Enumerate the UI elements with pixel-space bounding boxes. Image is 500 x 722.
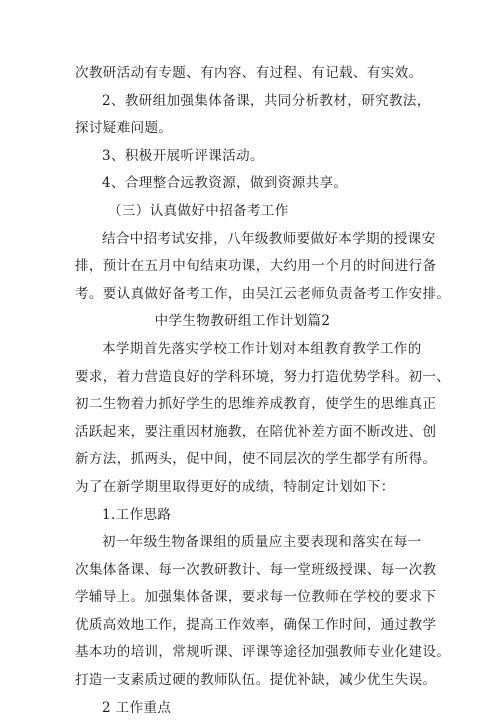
text-line: 新方法，抓两头，促中间，使不同层次的学生都学有所得。 <box>75 451 437 468</box>
text-line: 2、教研组加强集体备课，共同分析教材，研究教法， <box>102 92 431 109</box>
subsection-heading: 2 工作重点 <box>102 699 172 716</box>
section-heading: （三）认真做好中招备考工作 <box>108 202 289 219</box>
text-line: 4、合理整合远教资源，做到资源共享。 <box>102 175 348 192</box>
article-title: 中学生物教研组工作计划篇2 <box>154 313 331 330</box>
text-line: 结合中招考试安排，八年级教师要做好本学期的授课安 <box>102 230 436 247</box>
text-line: 要求，着力营造良好的学科环境，努力打造优势学科。初一、 <box>75 368 451 385</box>
text-line: 为了在新学期里取得更好的成绩，特制定计划如下： <box>75 478 395 495</box>
text-line: 本学期首先落实学校工作计划对本组教育教学工作的 <box>102 340 422 357</box>
text-line: 初一年级生物备课组的质量应主要表现和落实在每一 <box>102 534 422 551</box>
text-line: 探讨疑难问题。 <box>75 120 173 137</box>
text-line: 3、积极开展听评课活动。 <box>102 147 264 164</box>
text-line: 排，预计在五月中旬结束功课，大约用一个月的时间进行备 <box>75 258 437 275</box>
text-line: 次教研活动有专题、有内容、有过程、有记载、有实效。 <box>75 65 423 81</box>
text-line: 次集体备课、每一次教研教计、每一堂班级授课、每一次教 <box>75 561 437 578</box>
text-line: 考。要认真做好备考工作，由吴江云老师负责备考工作安排。 <box>75 285 451 302</box>
text-line: 打造一支素质过硬的教师队伍。提优补缺，减少优生失误。 <box>75 672 437 689</box>
text-line: 学辅导上。加强集体备课，要求每一位教师在学校的要求下 <box>75 589 437 606</box>
text-line: 活跃起来，要注重因材施教，在陪优补差方面不断改进、创 <box>75 423 437 440</box>
text-line: 基本功的培训，常规听课、评课等途径加强教师专业化建设。 <box>75 644 451 661</box>
text-line: 初二生物着力抓好学生的思维养成教育，使学生的思维真正 <box>75 396 437 413</box>
text-line: 优质高效地工作，提高工作效率，确保工作时间，通过教学 <box>75 616 437 633</box>
subsection-heading: 1.工作思路 <box>102 506 172 523</box>
document-body <box>75 60 451 722</box>
